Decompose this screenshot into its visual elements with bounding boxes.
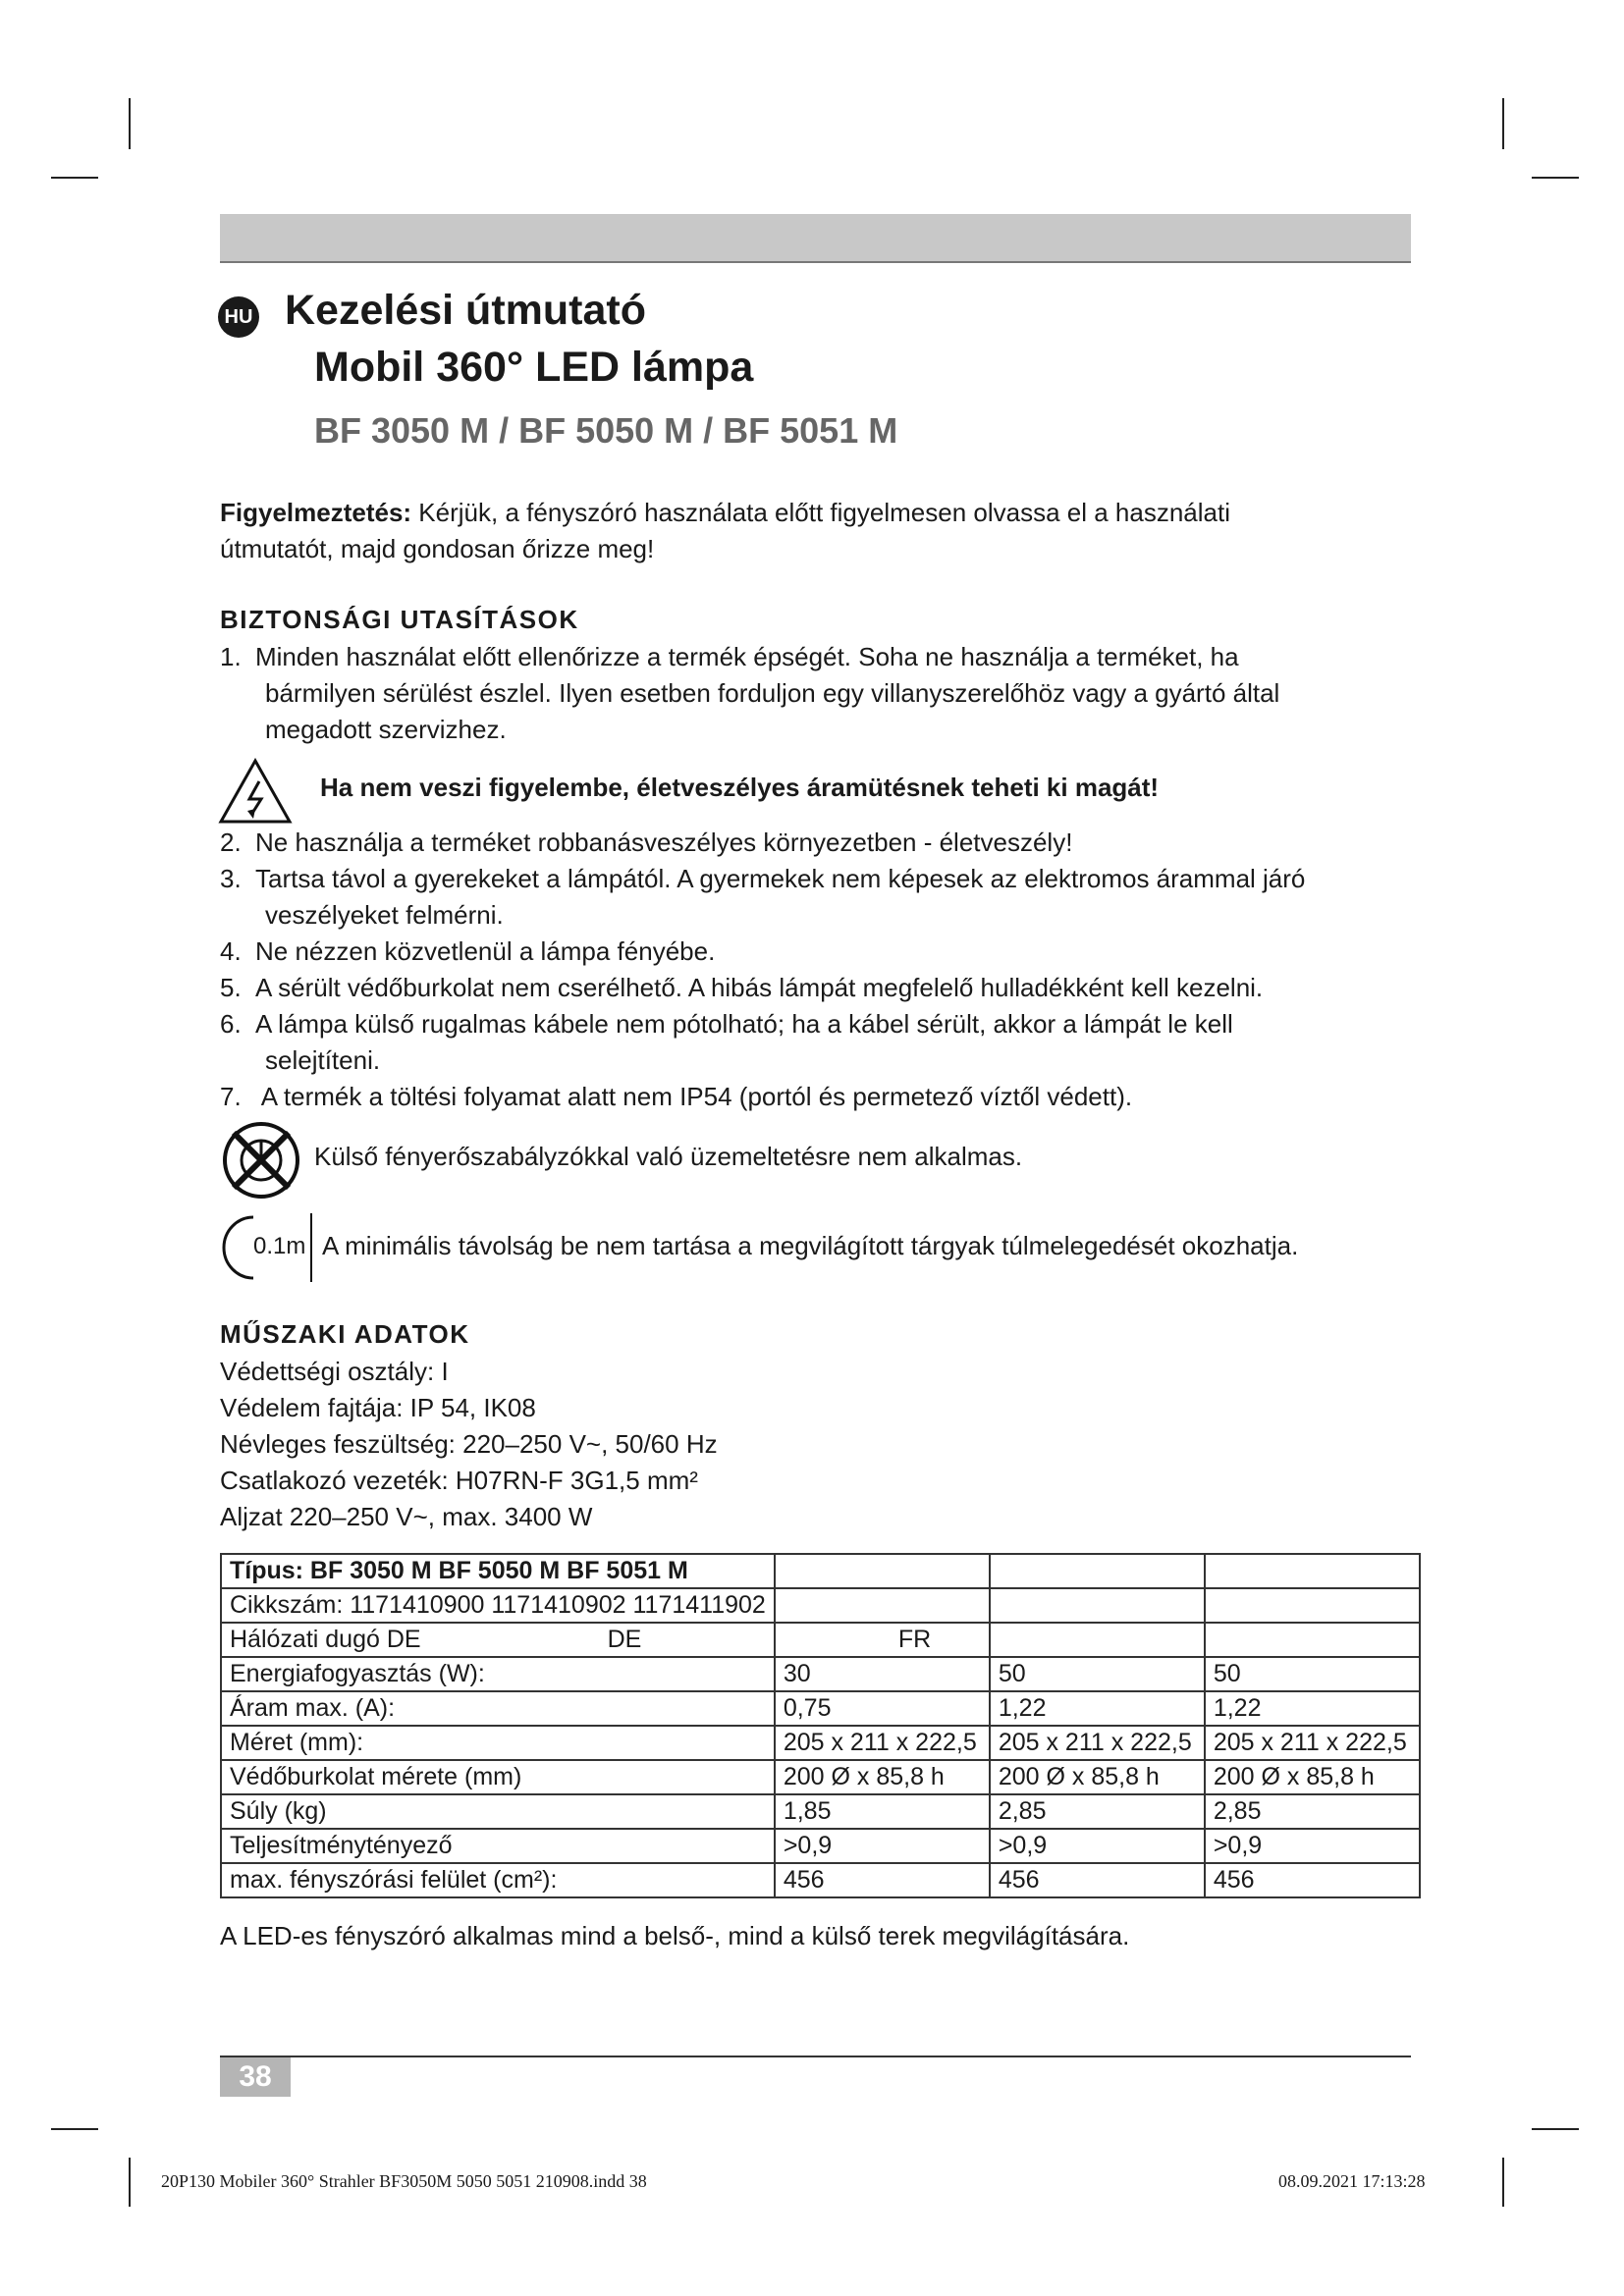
table-cell: >0,9 [1205,1829,1420,1863]
distance-note: A minimális távolság be nem tartása a megvilágított tárgyak túlmelegedését okozhatja. [322,1231,1299,1260]
spec-table [220,1553,1421,1898]
model-numbers: BF 3050 M / BF 5050 M / BF 5051 M [314,410,898,451]
item-number: 7. [220,1082,242,1111]
table-row [221,1657,1420,1691]
table-cell: 205 x 211 x 222,5 [775,1726,990,1760]
table-row [221,1726,1420,1760]
plug-label: Hálózati dugó DE [230,1626,421,1653]
spec-line: Csatlakozó vezeték: H07RN-F 3G1,5 mm² [220,1466,698,1495]
table-cell: 200 Ø x 85,8 h [1205,1760,1420,1794]
language-badge: HU [218,296,259,338]
list-item [220,934,1418,970]
item-text: Minden használat előtt ellenőrizze a termék épségét. Soha ne használja a terméket, ha [255,642,1239,671]
table-cell [990,1623,1205,1657]
article-numbers: Cikkszám: 1171410900 1171410902 1171411902 [230,1591,766,1619]
spec-line: Védelem fajtája: IP 54, IK08 [220,1393,536,1422]
min-distance-icon [218,1213,316,1282]
table-row [221,1760,1420,1794]
footer-rule [220,2056,1411,2057]
shock-warning: Ha nem veszi figyelembe, életveszélyes áramütésnek teheti ki magát! [320,773,1160,802]
item-text: A lámpa külső rugalmas kábele nem pótolható; ha a kábel sérült, akkor a lámpát le kell [255,1009,1233,1039]
crop-mark [1502,98,1504,149]
item-text: veszélyeket felmérni. [265,900,504,930]
footer-timestamp: 08.09.2021 17:13:28 [1278,2171,1426,2191]
list-item [220,825,1418,861]
crop-mark [1502,2158,1504,2207]
table-row [221,1623,1420,1657]
item-number: 2. [220,828,242,857]
item-text: megadott szervizhez. [265,715,507,744]
table-row [221,1829,1420,1863]
table-cell [990,1588,1205,1623]
table-cell [1205,1588,1420,1623]
table-cell: 1,22 [990,1691,1205,1726]
item-text: Ne használja a terméket robbanásveszélyes környezetben - életveszély! [255,828,1073,857]
table-cell: 50 [990,1657,1205,1691]
header-bar [220,214,1411,263]
table-cell: Típus: BF 3050 M BF 5050 M BF 5051 M [221,1554,775,1588]
crop-mark [129,98,131,149]
crop-mark [1532,177,1579,179]
table-cell: Méret (mm): [221,1726,775,1760]
product-name: Mobil 360° LED lámpa [314,344,754,391]
distance-icon-label: 0.1m [253,1233,306,1259]
table-cell [221,1623,775,1657]
table-cell [1205,1554,1420,1588]
table-cell: 2,85 [990,1794,1205,1829]
warning-paragraph [220,495,1418,567]
item-text: bármilyen sérülést észlel. Ilyen esetben forduljon egy villanyszerelőhöz vagy a gyártó által [265,678,1280,708]
no-dimmer-icon [220,1119,302,1201]
crop-mark [129,2158,131,2207]
safety-heading: BIZTONSÁGI UTASÍTÁSOK [220,605,579,634]
item-number: 3. [220,864,242,893]
table-cell [1205,1623,1420,1657]
table-cell: Teljesítménytényező [221,1829,775,1863]
list-item [220,970,1418,1006]
table-cell: Súly (kg) [221,1794,775,1829]
page-number: 38 [220,2057,291,2097]
table-cell [990,1554,1205,1588]
table-cell: 50 [1205,1657,1420,1691]
table-cell: 456 [990,1863,1205,1897]
table-cell: FR [775,1623,990,1657]
table-row [221,1691,1420,1726]
table-row [221,1554,1420,1588]
table-cell: 205 x 211 x 222,5 [1205,1726,1420,1760]
table-cell: 456 [1205,1863,1420,1897]
warning-text-2: útmutatót, majd gondosan őrizze meg! [220,534,655,563]
table-cell: Védőburkolat mérete (mm) [221,1760,775,1794]
table-cell: 1,22 [1205,1691,1420,1726]
spec-line: Védettségi osztály: I [220,1357,449,1386]
table-cell: Energiafogyasztás (W): [221,1657,775,1691]
spec-line: Aljzat 220–250 V~, max. 3400 W [220,1502,593,1531]
table-cell: 30 [775,1657,990,1691]
table-cell: 1,85 [775,1794,990,1829]
warning-text: Kérjük, a fényszóró használata előtt figyelmesen olvassa el a használati [411,498,1230,527]
table-cell: 205 x 211 x 222,5 [990,1726,1205,1760]
table-cell: >0,9 [775,1829,990,1863]
page-title: Kezelési útmutató [285,287,646,334]
table-cell: 2,85 [1205,1794,1420,1829]
table-row [221,1863,1420,1897]
plug-value: DE [607,1626,642,1653]
item-number: 6. [220,1009,242,1039]
electric-shock-warning-icon [218,758,293,825]
item-number: 5. [220,973,242,1002]
crop-mark [51,177,98,179]
table-cell: 200 Ø x 85,8 h [990,1760,1205,1794]
list-item [220,861,1418,934]
table-cell: >0,9 [990,1829,1205,1863]
table-cell [221,1588,775,1623]
table-cell [775,1554,990,1588]
item-text: A termék a töltési folyamat alatt nem IP54 (portól és permetező víztől védett). [255,1082,1133,1111]
warning-label: Figyelmeztetés: [220,498,412,527]
crop-mark [51,2128,98,2130]
table-row [221,1794,1420,1829]
item-text: Ne nézzen közvetlenül a lámpa fényébe. [255,936,716,966]
dimmer-note: Külső fényerőszabályzókkal való üzemeltetésre nem alkalmas. [314,1142,1023,1171]
spec-line: Névleges feszültség: 220–250 V~, 50/60 Hz [220,1429,718,1459]
table-cell: Áram max. (A): [221,1691,775,1726]
item-text: Tartsa távol a gyerekeket a lámpától. A gyermekek nem képesek az elektromos árammal járó [255,864,1306,893]
item-number: 4. [220,936,242,966]
list-item [220,639,1418,748]
tech-heading: MŰSZAKI ADATOK [220,1319,470,1349]
footer-filename: 20P130 Mobiler 360° Strahler BF3050M 5050 5051 210908.indd 38 [161,2171,647,2191]
table-row [221,1588,1420,1623]
list-item [220,1079,1418,1115]
item-text: selejtíteni. [265,1045,381,1075]
table-cell: 456 [775,1863,990,1897]
item-text: A sérült védőburkolat nem cserélhető. A hibás lámpát megfelelő hulladékként kell kezelni. [255,973,1264,1002]
table-cell: max. fényszórási felület (cm²): [221,1863,775,1897]
item-number: 1. [220,642,242,671]
table-cell [775,1588,990,1623]
crop-mark [1532,2128,1579,2130]
list-item [220,1006,1418,1079]
table-cell: 200 Ø x 85,8 h [775,1760,990,1794]
closing-note: A LED-es fényszóró alkalmas mind a belső-, mind a külső terek megvilágítására. [220,1921,1130,1950]
table-cell: 0,75 [775,1691,990,1726]
tech-specs [220,1354,718,1535]
